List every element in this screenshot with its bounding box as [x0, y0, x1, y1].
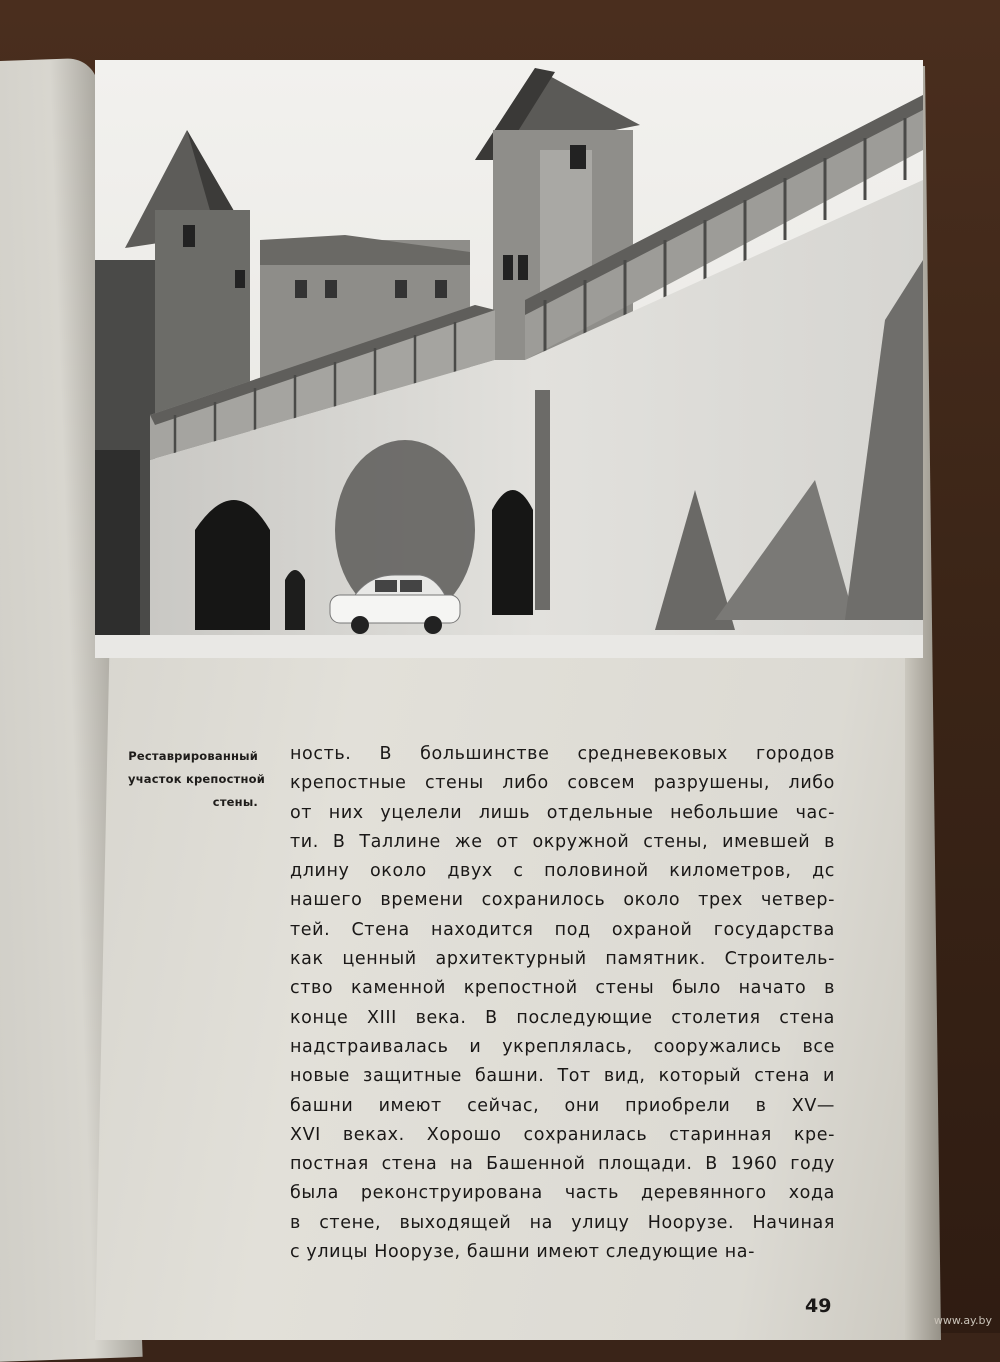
text-line: была реконструирована часть деревянного хода: [290, 1183, 835, 1204]
text-line: крепостные стены либо совсем разрушены, либо: [290, 773, 835, 794]
text-line: длину около двух с половиной километров, дс: [290, 861, 835, 882]
caption-line: стены.: [212, 795, 258, 809]
text-line: в стене, выходящей на улицу Ноорузе. Начиная: [290, 1212, 835, 1233]
text-line: постная стена на Башенной площади. В 1960 году: [290, 1154, 835, 1175]
text-line: новые защитные башни. Тот вид, который стена и: [290, 1066, 835, 1087]
text-line: ство каменной крепостной стены было начато в: [290, 978, 835, 999]
text-line: башни имеют сейчас, они приобрели в XV—: [290, 1095, 835, 1116]
text-line: надстраивалась и укреплялась, сооружались все: [290, 1036, 835, 1057]
text-line: с улицы Ноорузе, башни имеют следующие на-: [290, 1242, 755, 1263]
text-line: ти. В Таллине же от окружной стены, имевшей в: [290, 831, 835, 852]
text-line: от них уцелели лишь отдельные небольшие час-: [290, 802, 835, 823]
text-line: конце XIII века. В последующие столетия стена: [290, 1007, 835, 1028]
page-number: 49: [805, 1295, 832, 1317]
text-line: ность. В большинстве средневековых городов: [290, 744, 835, 764]
watermark: www.ay.by: [933, 1314, 992, 1327]
caption-line: участок крепостной: [128, 772, 266, 786]
city-wall-photo: [95, 60, 923, 658]
text-line: XVI веках. Хорошо сохранилась старинная кре-: [290, 1124, 835, 1145]
text-line: нашего времени сохранилось около трех четвер-: [290, 890, 835, 911]
body-text: [290, 740, 835, 1267]
caption-line: Реставрированный: [128, 749, 258, 763]
text-line: как ценный архитектурный памятник. Строитель-: [290, 949, 835, 970]
photo-caption: [128, 745, 266, 814]
text-line: тей. Стена находится под охраной государства: [290, 919, 835, 940]
